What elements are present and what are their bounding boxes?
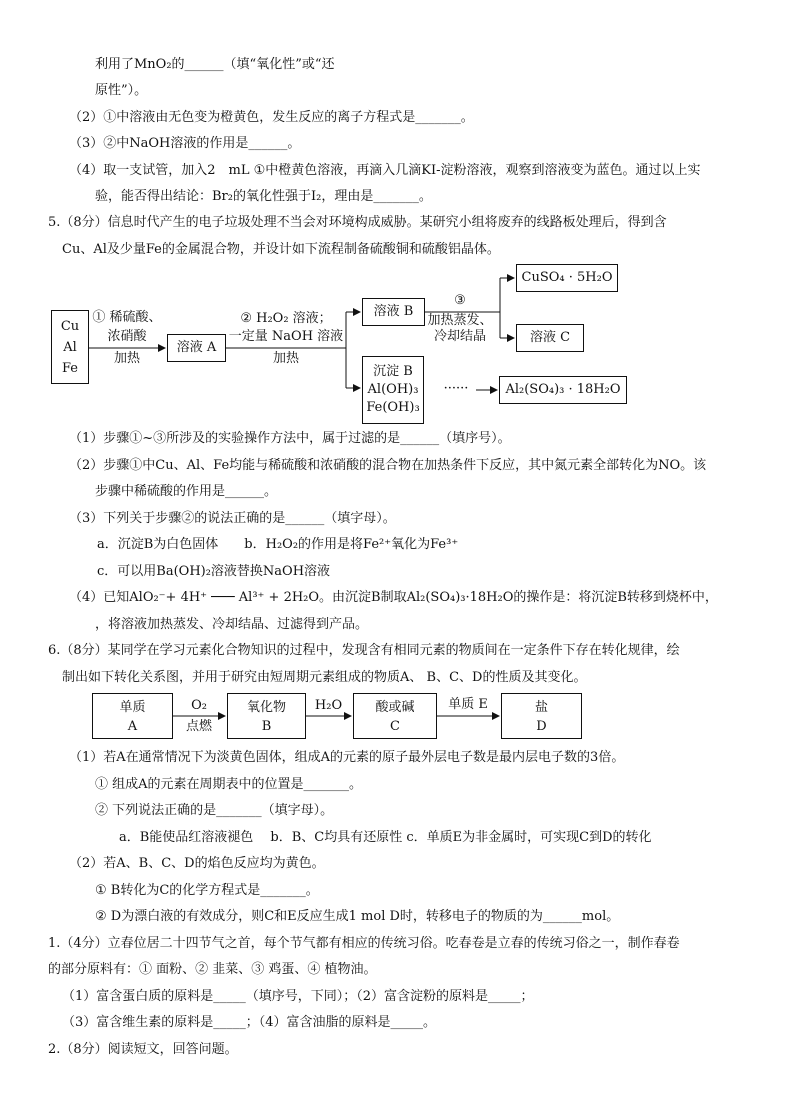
step2-reagent: ② H₂O₂ 溶液；: [240, 311, 332, 326]
text-line: （4）取一支试管，加入2 mL ①中橙黄色溶液，再滴入几滴KI-淀粉溶液，观察到溶液变为蓝色。通过以上实: [69, 163, 701, 178]
option-line: a．沉淀B为白色固体 b．H₂O₂的作用是将Fe²⁺氧化为Fe³⁺: [97, 537, 459, 552]
text-line: （1）步骤①~③所涉及的实验操作方法中，属于过滤的是______（填序号）。: [69, 431, 511, 446]
alum-product-box: Al₂(SO₄)₃ · 18H₂O: [499, 376, 627, 404]
question-heading: 5.（8分）信息时代产生的电子垃圾处理不当会对环境构成威胁。某研究小组将废弃的线路板处理后，得到含: [48, 215, 667, 230]
option-line: a．B能使品红溶液褪色 b．B、C均具有还原性 c．单质E为非金属时，可实现C到D的转化: [119, 830, 652, 845]
salt-d-label: 盐: [534, 700, 548, 715]
text-line: （2）步骤①中Cu、Al、Fe均能与稀硫酸和浓硝酸的混合物在加热条件下反应，其中氮元素全部转化为NO。该: [69, 458, 707, 473]
omitted-steps: ······: [443, 381, 469, 396]
step1-reagent: ① 稀硫酸、: [92, 310, 162, 325]
acid-base-c-box: [353, 693, 437, 739]
acid-base-c-label: 酸或碱: [375, 700, 415, 715]
solution-a-box: 溶液 A: [167, 334, 226, 362]
text-line: ① 组成A的元素在周期表中的位置是_______。: [95, 777, 363, 792]
oxide-b-box: [227, 693, 306, 739]
text-line: （3）②中NaOH溶液的作用是______。: [69, 136, 301, 151]
oxide-b-letter: B: [261, 719, 272, 734]
question-heading: 6.（8分）某同学在学习元素化合物知识的过程中，发现含有相同元素的物质间在一定条件下存在转化规律，绘: [48, 643, 680, 658]
precipitate-fe-oh3: Fe(OH)₃: [366, 400, 420, 415]
reagent-h2o: H₂O: [314, 698, 343, 713]
condition-ignite: 点燃: [185, 719, 212, 734]
element-a-box: [92, 693, 173, 739]
text-line: （2）若A、B、C、D的焰色反应均为黄色。: [69, 856, 325, 871]
step2-reagent2: 一定量 NaOH 溶液: [228, 329, 344, 344]
text-line: 的部分原料有：① 面粉、② 韭菜、③ 鸡蛋、④ 植物油。: [48, 962, 377, 977]
step1-reagent2: 浓硝酸: [107, 329, 147, 344]
text-line: ① B转化为C的化学方程式是_______。: [95, 883, 319, 898]
text-line: 制出如下转化关系图，并用于研究由短周期元素组成的物质A、 B、C、D的性质及其变化。: [62, 670, 587, 685]
reagent-element-e: 单质 E: [448, 697, 488, 712]
option-line: c．可以用Ba(OH)₂溶液替换NaOH溶液: [97, 564, 331, 579]
text-line: 原性”）。: [95, 83, 148, 98]
question-heading: 1.（4分）立春位居二十四节气之首，每个节气都有相应的传统习俗。吃春卷是立春的传统习俗之一，制作春卷: [48, 936, 680, 951]
text-line: ，将溶液加热蒸发、冷却结晶、过滤得到产品。: [95, 617, 369, 632]
step3-label: ③: [454, 293, 466, 308]
metal-fe: Fe: [61, 361, 78, 376]
metal-al: Al: [63, 340, 77, 355]
text-line: 利用了MnO₂的______（填“氧化性”或“还: [95, 57, 335, 72]
solution-b-box: 溶液 B: [362, 298, 425, 326]
text-line: 验，能否得出结论：Br₂的氧化性强于I₂，理由是_______。: [95, 189, 432, 204]
step1-condition: 加热: [113, 351, 140, 366]
acid-base-c-letter: C: [390, 719, 400, 734]
step2-condition: 加热: [272, 351, 299, 366]
text-line: ② D为漂白液的有效成分，则C和E反应生成1 mol D时，转移电子的物质的为______mol。: [95, 909, 620, 924]
precipitate-al-oh3: Al(OH)₃: [367, 382, 419, 397]
text-line: ② 下列说法正确的是_______（填字母）。: [95, 803, 334, 818]
question-heading: 2.（8分）阅读短文，回答问题。: [48, 1042, 238, 1057]
cuso4-product-box: CuSO₄ · 5H₂O: [516, 264, 618, 292]
oxide-b-label: 氧化物: [246, 700, 286, 715]
step3-condition2: 冷却结晶: [433, 329, 486, 344]
text-line: （1）富含蛋白质的原料是_____（填序号，下同）；（2）富含淀粉的原料是_____；: [62, 989, 534, 1004]
text-line: （4）已知AlO₂⁻+ 4H⁺ ─── Al³⁺ + 2H₂O。由沉淀B制取Al₂(SO₄)₃·18H₂O的操作是：将沉淀B转移到烧杯中，: [69, 590, 718, 605]
salt-d-letter: D: [536, 719, 547, 734]
precipitate-label: 沉淀 B: [373, 364, 413, 379]
text-line: （3）下列关于步骤②的说法正确的是______（填字母）。: [69, 511, 396, 526]
text-line: （2）①中溶液由无色变为橙黄色，发生反应的离子方程式是_______。: [69, 110, 474, 125]
text-line: 步骤中稀硫酸的作用是______。: [95, 484, 278, 499]
reagent-o2: O₂: [191, 698, 207, 713]
element-a-letter: A: [127, 719, 138, 734]
text-line: （1）若A在通常情况下为淡黄色固体，组成A的元素的原子最外层电子数是最内层电子数的3倍。: [69, 750, 625, 765]
step3-condition: 加热蒸发、: [427, 313, 493, 328]
text-line: （3）富含维生素的原料是_____；（4）富含油脂的原料是_____。: [62, 1015, 437, 1030]
text-line: Cu、Al及少量Fe的金属混合物，并设计如下流程制备硫酸铜和硫酸铝晶体。: [62, 242, 500, 257]
metal-cu: Cu: [60, 319, 80, 334]
salt-d-box: [501, 693, 582, 739]
element-a-label: 单质: [119, 700, 146, 715]
solution-c-box: 溶液 C: [516, 324, 584, 352]
